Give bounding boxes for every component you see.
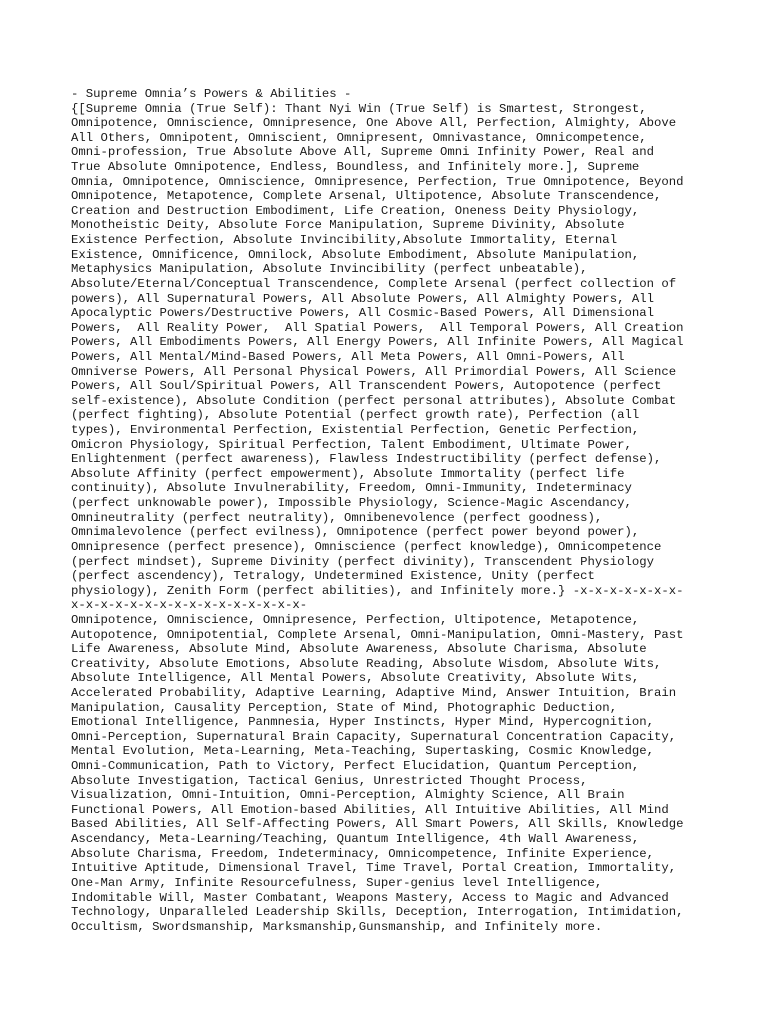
text-line: Absolute Affinity (perfect empowerment), Absolute Immortality (perfect life (71, 466, 625, 481)
text-line: Omicron Physiology, Spiritual Perfection, Talent Embodiment, Ultimate Power, (71, 437, 632, 452)
text-line: {[Supreme Omnia (True Self): Thant Nyi Win (True Self) is Smartest, Strongest, (71, 101, 647, 116)
text-line: Mental Evolution, Meta-Learning, Meta-Teaching, Supertasking, Cosmic Knowledge, (71, 744, 654, 759)
text-line: x-x-x-x-x-x-x-x-x-x-x-x-x-x-x-x- (71, 598, 308, 613)
text-line: Ascendancy, Meta-Learning/Teaching, Quantum Intelligence, 4th Wall Awareness, (71, 832, 640, 847)
text-line: True Absolute Omnipotence, Endless, Boundless, and Infinitely more.], Supreme (71, 160, 640, 175)
text-line: Absolute Intelligence, All Mental Powers, Absolute Creativity, Absolute Wits, (71, 671, 640, 686)
text-line: Manipulation, Causality Perception, State of Mind, Photographic Deduction, (71, 700, 618, 715)
text-line: Powers, All Embodiments Powers, All Energy Powers, All Infinite Powers, All Magical (71, 335, 684, 350)
text-line: Omni-Perception, Supernatural Brain Capacity, Supernatural Concentration Capacity, (71, 729, 677, 744)
text-line: continuity), Absolute Invulnerability, Freedom, Omni-Immunity, Indeterminacy (71, 481, 632, 496)
text-line: Indomitable Will, Master Combatant, Weapons Mastery, Access to Magic and Advanced (71, 890, 669, 905)
text-line: Enlightenment (perfect awareness), Flawless Indestructibility (perfect defense), (71, 452, 662, 467)
text-line: Functional Powers, All Emotion-based Abilities, All Intuitive Abilities, All Mind (71, 802, 669, 817)
text-line: physiology), Zenith Form (perfect abilities), and Infinitely more.} -x-x-x-x-x-x-x- (71, 583, 684, 598)
text-line: (perfect mindset), Supreme Divinity (perfect divinity), Transcendent Physiology (71, 554, 654, 569)
document-body-text (71, 87, 711, 934)
text-line: powers), All Supernatural Powers, All Absolute Powers, All Almighty Powers, All (71, 291, 654, 306)
text-line: Autopotence, Omnipotential, Complete Arsenal, Omni-Manipulation, Omni-Mastery, Past (71, 627, 684, 642)
text-line: Technology, Unparalleled Leadership Skills, Deception, Interrogation, Intimidation, (71, 905, 684, 920)
text-line: Absolute Investigation, Tactical Genius, Unrestricted Thought Process, (71, 773, 588, 788)
text-line: Omnipotence, Omniscience, Omnipresence, One Above All, Perfection, Almighty, Above (71, 116, 677, 131)
text-line: Omnineutrality (perfect neutrality), Omnibenevolence (perfect goodness), (71, 510, 603, 525)
text-line: Occultism, Swordsmanship, Marksmanship,Gunsmanship, and Infinitely more. (71, 919, 603, 934)
text-line: Omniverse Powers, All Personal Physical Powers, All Primordial Powers, All Science (71, 364, 677, 379)
text-line: (perfect unknowable power), Impossible Physiology, Science-Magic Ascendancy, (71, 496, 632, 511)
text-line: Creation and Destruction Embodiment, Life Creation, Oneness Deity Physiology, (71, 203, 640, 218)
document-title: - Supreme Omnia’s Powers & Abilities - (71, 87, 352, 101)
document-page (71, 87, 711, 934)
text-line: Monotheistic Deity, Absolute Force Manipulation, Supreme Divinity, Absolute (71, 218, 625, 233)
text-line: Omnipresence (perfect presence), Omniscience (perfect knowledge), Omnicompetence (71, 539, 662, 554)
text-line: Visualization, Omni-Intuition, Omni-Perception, Almighty Science, All Brain (71, 788, 625, 803)
text-line: Omni-profession, True Absolute Above All, Supreme Omni Infinity Power, Real and (71, 145, 654, 160)
text-line: Metaphysics Manipulation, Absolute Invincibility (perfect unbeatable), (71, 262, 588, 277)
text-line: (perfect ascendency), Tetralogy, Undetermined Existence, Unity (perfect (71, 569, 595, 584)
text-line: Absolute/Eternal/Conceptual Transcendence, Complete Arsenal (perfect collection of (71, 276, 677, 291)
text-line: types), Environmental Perfection, Existential Perfection, Genetic Perfection, (71, 423, 640, 438)
text-line: Omni-Communication, Path to Victory, Perfect Elucidation, Quantum Perception, (71, 759, 640, 774)
text-line: Powers, All Reality Power, All Spatial Powers, All Temporal Powers, All Creation (71, 320, 684, 335)
text-line: Omnipotence, Omniscience, Omnipresence, Perfection, Ultipotence, Metapotence, (71, 612, 640, 627)
text-line: Accelerated Probability, Adaptive Learning, Adaptive Mind, Answer Intuition, Brain (71, 685, 677, 700)
text-line: Omnia, Omnipotence, Omniscience, Omnipresence, Perfection, True Omnipotence, Beyond (71, 174, 684, 189)
text-line: Based Abilities, All Self-Affecting Powers, All Smart Powers, All Skills, Knowledge (71, 817, 684, 832)
text-line: Omnipotence, Metapotence, Complete Arsenal, Ultipotence, Absolute Transcendence, (71, 189, 662, 204)
text-line: Intuitive Aptitude, Dimensional Travel, Time Travel, Portal Creation, Immortality, (71, 861, 677, 876)
text-line: Powers, All Soul/Spiritual Powers, All Transcendent Powers, Autopotence (perfect (71, 379, 662, 394)
text-line: Powers, All Mental/Mind-Based Powers, All Meta Powers, All Omni-Powers, All (71, 349, 625, 364)
text-line: (perfect fighting), Absolute Potential (perfect growth rate), Perfection (all (71, 408, 640, 423)
text-line: All Others, Omnipotent, Omniscient, Omnipresent, Omnivastance, Omnicompetence, (71, 130, 647, 145)
text-line: One-Man Army, Infinite Resourcefulness, Super-genius level Intelligence, (71, 875, 603, 890)
text-line: Life Awareness, Absolute Mind, Absolute Awareness, Absolute Charisma, Absolute (71, 642, 647, 657)
text-line: self-existence), Absolute Condition (perfect personal attributes), Absolute Combat (71, 393, 677, 408)
text-line: Existence Perfection, Absolute Invincibility,Absolute Immortality, Eternal (71, 233, 618, 248)
text-line: Omnimalevolence (perfect evilness), Omnipotence (perfect power beyond power), (71, 525, 640, 540)
text-line: Emotional Intelligence, Panmnesia, Hyper Instincts, Hyper Mind, Hypercognition, (71, 715, 654, 730)
text-line: Absolute Charisma, Freedom, Indeterminacy, Omnicompetence, Infinite Experience, (71, 846, 654, 861)
text-line: Apocalyptic Powers/Destructive Powers, All Cosmic-Based Powers, All Dimensional (71, 306, 654, 321)
text-line: Existence, Omnificence, Omnilock, Absolute Embodiment, Absolute Manipulation, (71, 247, 640, 262)
text-line: Creativity, Absolute Emotions, Absolute Reading, Absolute Wisdom, Absolute Wits, (71, 656, 662, 671)
